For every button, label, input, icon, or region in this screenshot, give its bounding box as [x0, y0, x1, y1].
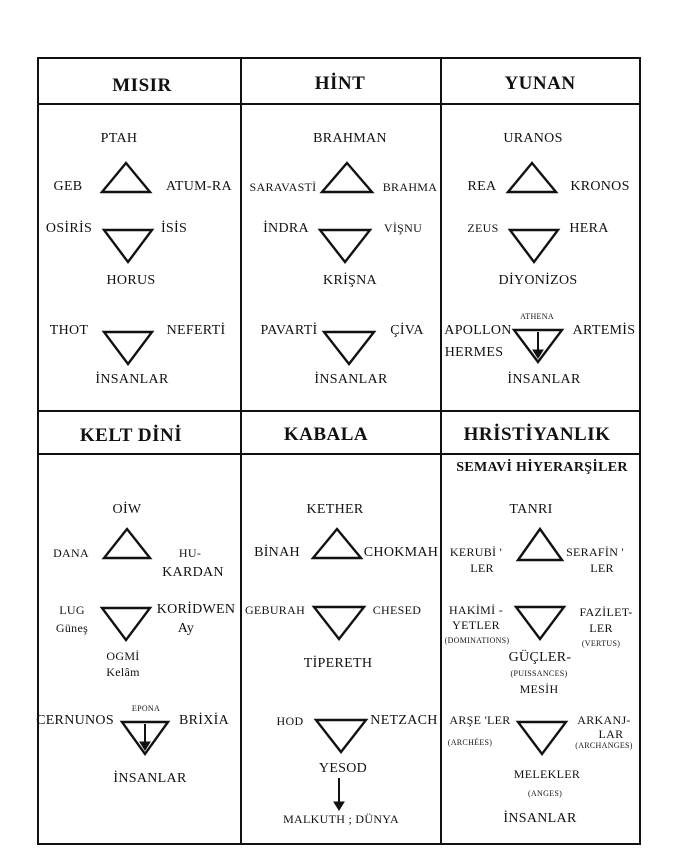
header-rule-bottom [37, 453, 641, 455]
header-yunan: YUNAN [504, 73, 576, 94]
label-chesed: CHESED [372, 603, 422, 617]
triangle-down-icon [508, 228, 560, 264]
header-kelt: KELT DİNİ [79, 425, 183, 446]
label-puissances: (PUISSANCES) [510, 669, 568, 678]
label-indra: İNDRA [263, 221, 309, 236]
label-horus: HORUS [106, 273, 156, 288]
triangle-up-icon [102, 528, 152, 560]
label-cernunos: CERNUNOS [36, 713, 114, 728]
label-ay: Ay [177, 621, 195, 636]
label-dominations: (DOMINATIONS) [444, 636, 510, 645]
triangle-down-icon [312, 605, 366, 641]
label-geburah: GEBURAH [244, 603, 306, 617]
label-civa: ÇİVA [390, 323, 424, 338]
label-visnu: VİŞNU [383, 221, 423, 235]
label-ogmi: OGMİ [106, 649, 140, 663]
label-dana: DANA [53, 546, 89, 560]
label-archanges: (ARCHANGES) [575, 741, 633, 750]
label-arkanj-2: LAR [598, 727, 624, 741]
label-hera: HERA [569, 221, 609, 236]
label-hod: HOD [276, 714, 304, 728]
header-hristiyanlik: HRİSTİYANLIK [463, 424, 611, 445]
label-gunes: Güneş [55, 621, 89, 635]
label-artemis: ARTEMİS [572, 323, 636, 338]
label-fazilet-2: LER [589, 621, 613, 635]
triangle-up-icon [506, 162, 558, 194]
triangle-down-arrow-icon [512, 328, 564, 364]
label-gucler: GÜÇLER- [508, 650, 572, 665]
label-netzach: NETZACH [370, 713, 438, 728]
label-anges: (ANGES) [527, 789, 563, 798]
label-arseler: ARŞE 'LER [449, 713, 511, 727]
label-oiw: OİW [112, 502, 142, 517]
label-koridwen: KORİDWEN [156, 602, 236, 617]
label-neferti: NEFERTİ [166, 323, 226, 338]
label-brahma: BRAHMA [382, 180, 438, 194]
header-kabala: KABALA [283, 424, 369, 445]
label-ptah: PTAH [100, 131, 138, 146]
label-lug: LUG [59, 603, 85, 617]
label-pavarti: PAVARTİ [260, 323, 318, 338]
label-uranos: URANOS [503, 131, 563, 146]
label-brahman: BRAHMAN [313, 131, 387, 146]
label-hakimi: HAKİMİ - [448, 603, 504, 617]
triangle-up-icon [311, 528, 363, 560]
column-divider-2 [440, 57, 442, 845]
label-kelam: Kelâm [106, 665, 140, 679]
label-brixia: BRİXİA [178, 713, 230, 728]
label-isis: İSİS [160, 221, 188, 236]
label-serafin: SERAFİN ' [566, 545, 624, 559]
label-insanlar: İNSANLAR [113, 771, 187, 786]
label-yesod: YESOD [318, 761, 368, 776]
label-binah: BİNAH [254, 545, 300, 560]
label-osiris: OSİRİS [45, 221, 93, 236]
label-insanlar: İNSANLAR [503, 811, 577, 826]
subheader-semavi: SEMAVİ HİYERARŞİLER [456, 460, 628, 475]
triangle-down-icon [102, 228, 154, 264]
header-hint: HİNT [314, 73, 366, 94]
label-yetler: YETLER [452, 618, 500, 632]
label-kardan: KARDAN [162, 565, 224, 580]
label-apollon: APOLLON [444, 323, 512, 338]
arrow-down-icon [333, 778, 345, 812]
label-archees: (ARCHÉES) [447, 738, 493, 747]
label-rea: REA [467, 179, 497, 194]
label-kerubi-2: LER [470, 561, 494, 575]
label-insanlar: İNSANLAR [314, 372, 388, 387]
triangle-down-icon [102, 330, 154, 366]
label-fazilet: FAZİLET- [579, 605, 633, 619]
label-kronos: KRONOS [570, 179, 630, 194]
label-geb: GEB [53, 179, 83, 194]
label-malkuth: MALKUTH ; DÜNYA [283, 812, 399, 826]
label-athena: ATHENA [520, 312, 554, 321]
label-epona: EPONA [131, 704, 161, 713]
label-tipereth: TİPERETH [303, 656, 373, 671]
label-thot: THOT [49, 323, 89, 338]
label-melekler: MELEKLER [513, 767, 581, 781]
triangle-down-icon [514, 605, 566, 641]
label-atum-ra: ATUM-RA [166, 179, 232, 194]
triangle-up-icon [516, 528, 564, 562]
triangle-down-icon [100, 606, 152, 642]
label-zeus: ZEUS [467, 221, 499, 235]
label-kether: KETHER [306, 502, 364, 517]
triangle-up-icon [100, 162, 152, 194]
section-divider [37, 410, 641, 412]
label-serafin-2: LER [590, 561, 614, 575]
label-vertus: (VERTUS) [581, 639, 621, 648]
label-insanlar: İNSANLAR [507, 372, 581, 387]
label-hermes: HERMES [444, 345, 504, 360]
column-divider-1 [240, 57, 242, 845]
label-chokmah: CHOKMAH [363, 545, 439, 560]
triangle-up-icon [320, 162, 374, 194]
label-mesih: MESİH [519, 682, 559, 696]
triangle-down-icon [322, 330, 376, 366]
label-hu: HU- [178, 546, 202, 560]
triangle-down-icon [516, 720, 568, 756]
label-diyonizos: DİYONİZOS [498, 273, 578, 288]
label-tanri: TANRI [509, 502, 553, 517]
triangle-down-icon [314, 718, 368, 754]
label-kerubi: KERUBİ ' [449, 545, 503, 559]
label-arkanj: ARKANJ- [577, 713, 631, 727]
label-saravasti: SARAVASTİ [249, 180, 317, 194]
label-krisna: KRİŞNA [323, 273, 377, 288]
header-misir: MISIR [112, 75, 172, 96]
triangle-down-icon [318, 228, 372, 264]
header-rule-top [37, 103, 641, 105]
triangle-down-arrow-icon [120, 720, 170, 756]
label-insanlar: İNSANLAR [95, 372, 169, 387]
